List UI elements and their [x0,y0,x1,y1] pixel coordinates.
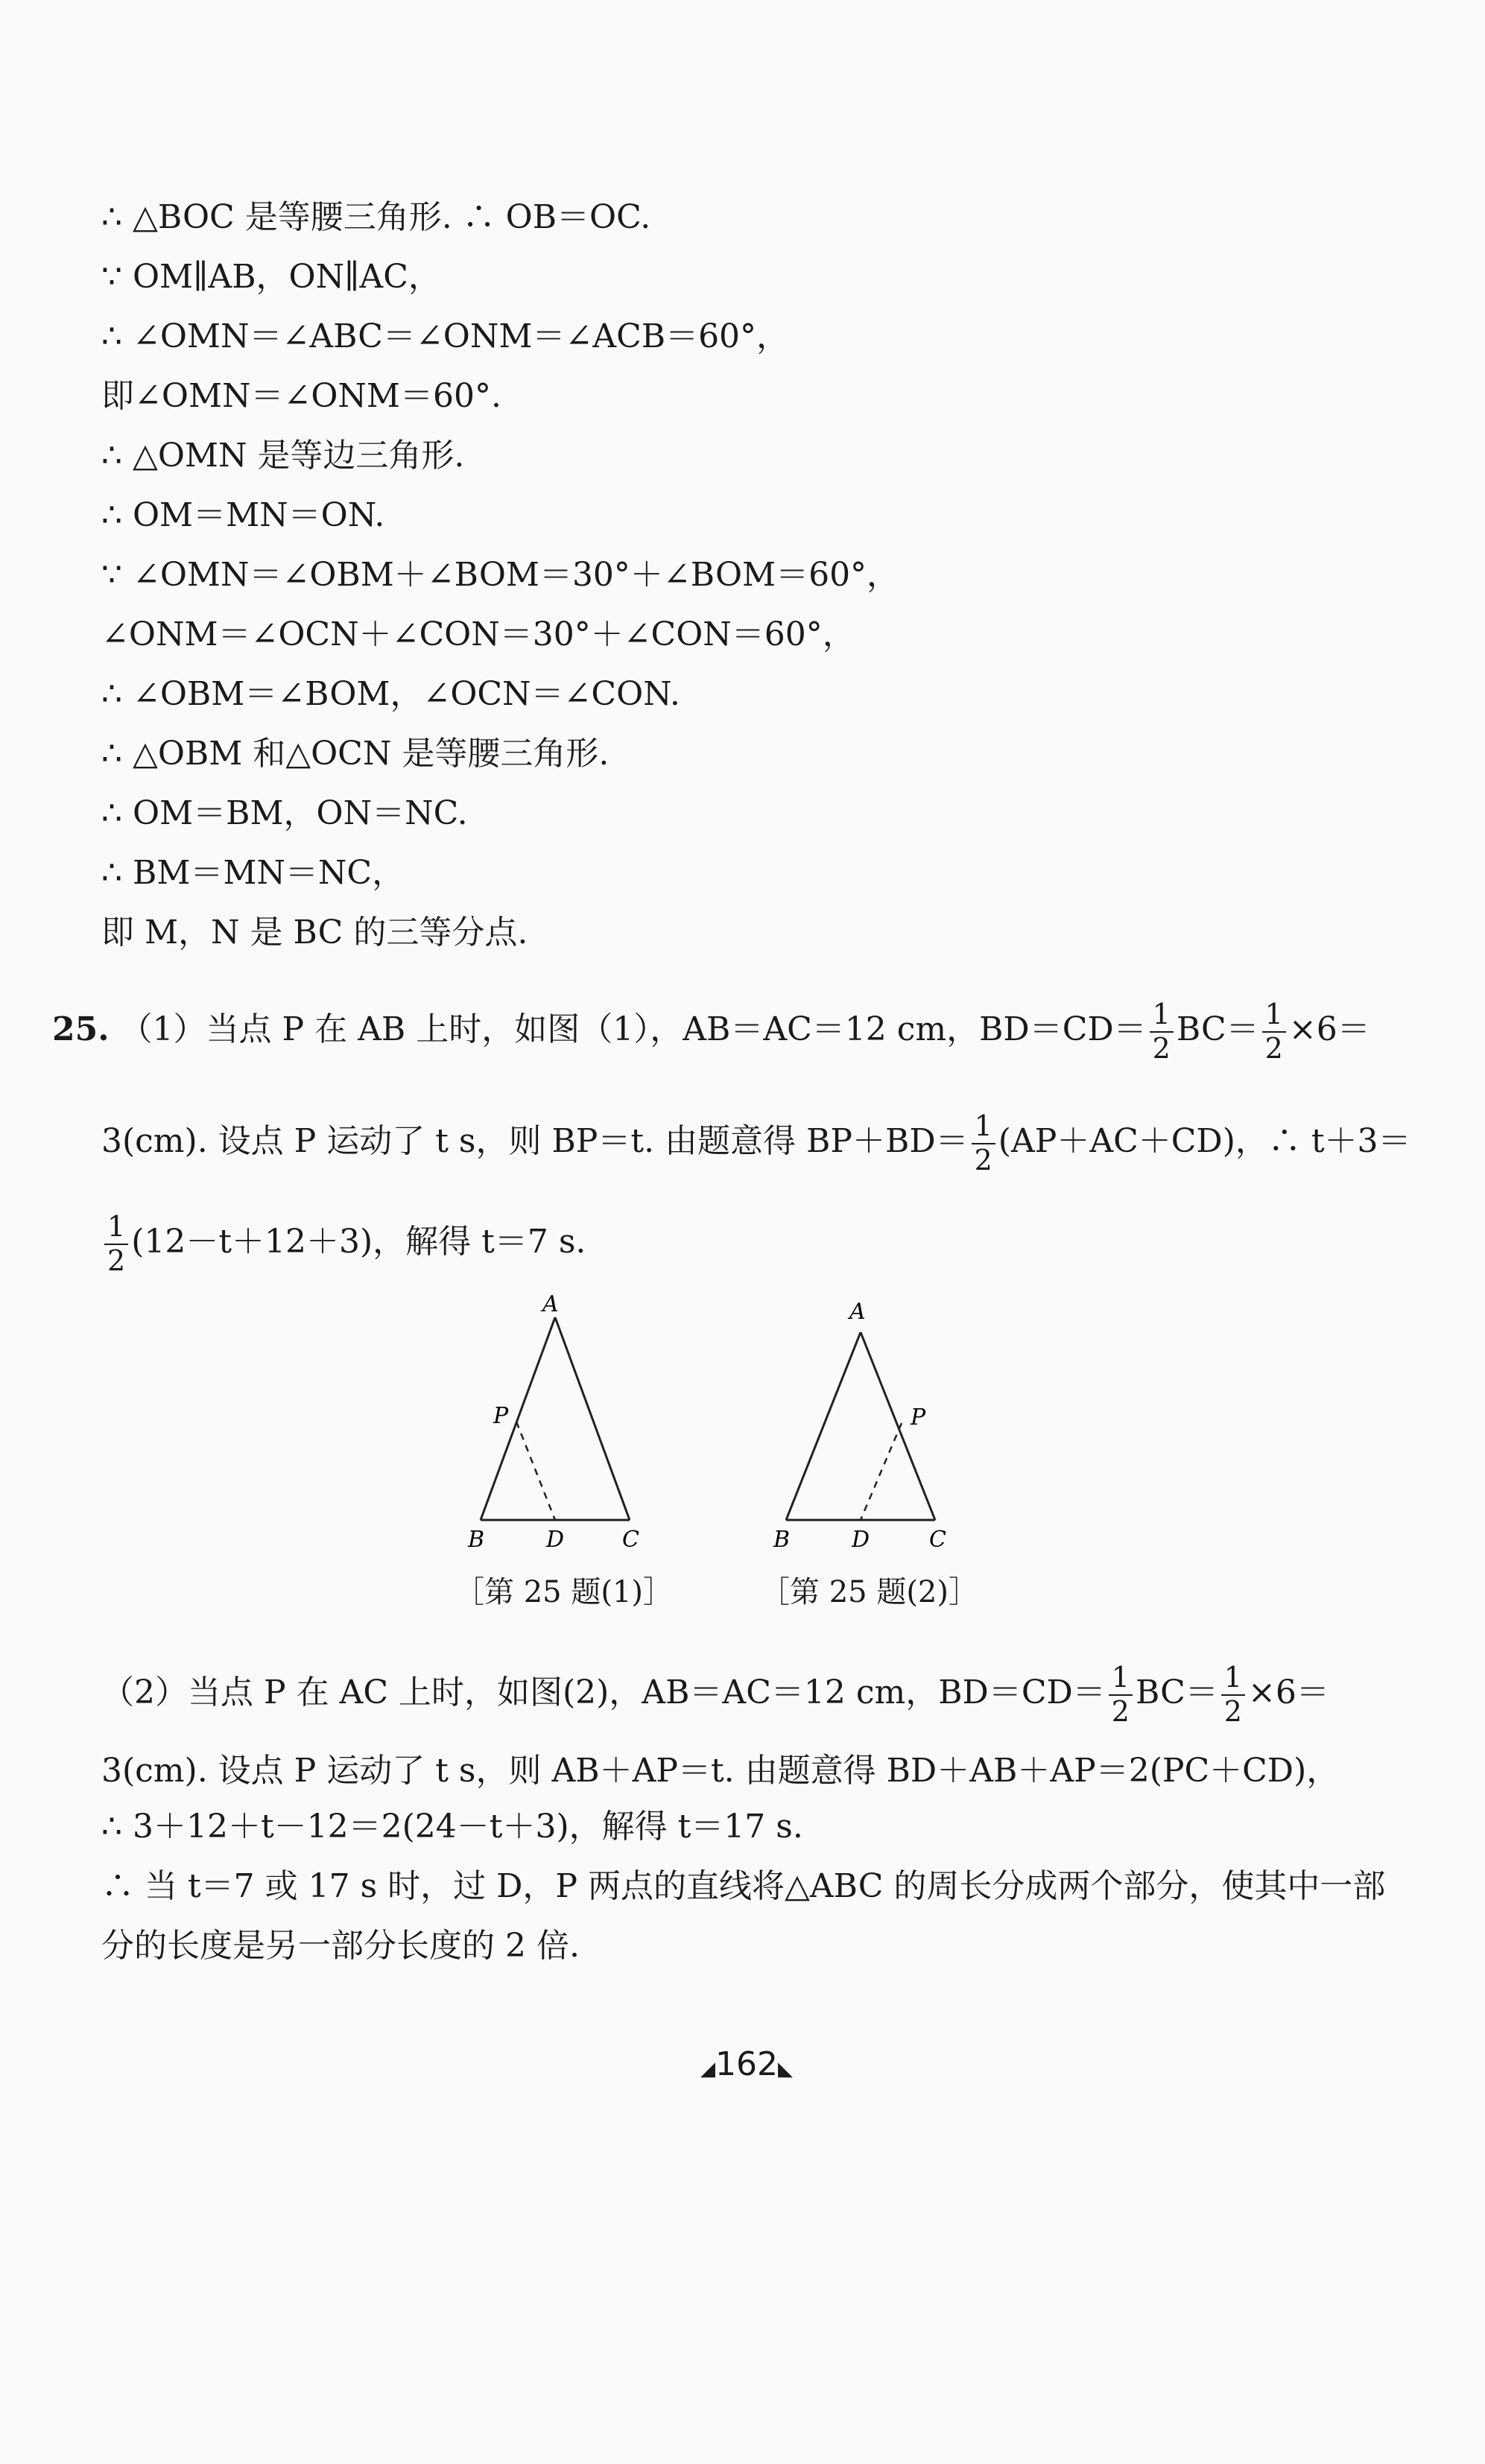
q25-line-1: 25. （1）当点 P 在 AB 上时，如图（1），AB＝AC＝12 cm，BD＝CD＝ $\frac{1}{2}$ BC＝ $\frac{1}{2}$ ×6＝ [52,998,1370,1065]
fraction-half: $\frac{1}{2}$ [972,1110,995,1176]
q25-line-6: ∴ 3＋12＋t－12＝2(24－t＋3)，解得 t＝17 s. [101,1808,803,1846]
proof-line-7: ∵ ∠OMN＝∠OBM＋∠BOM＝30°＋∠BOM＝60°， [101,556,900,594]
point-label-p: P [911,1404,926,1431]
proof-line-2: ∵ OM∥AB，ON∥AC， [101,258,441,296]
point-label-d: D [852,1527,870,1553]
proof-line-3: ∴ ∠OMN＝∠ABC＝∠ONM＝∠ACB＝60°， [101,317,790,355]
vertex-label-a: A [542,1291,559,1317]
proof-line-5: ∴ △OMN 是等边三角形. [101,437,465,475]
vertex-label-b: B [468,1527,485,1553]
point-label-d: D [546,1527,565,1553]
proof-line-12: ∴ BM＝MN＝NC， [101,854,405,892]
proof-line-9: ∴ ∠OBM＝∠BOM，∠OCN＝∠CON. [101,675,680,713]
proof-line-10: ∴ △OBM 和△OCN 是等腰三角形. [101,735,609,773]
proof-line-13: 即 M，N 是 BC 的三等分点. [101,913,528,951]
left-ornament-icon: ◢ [700,2058,715,2080]
proof-line-8: ∠ONM＝∠OCN＋∠CON＝30°＋∠CON＝60°， [101,615,855,653]
q25-line-4: （2）当点 P 在 AC 上时，如图(2)，AB＝AC＝12 cm，BD＝CD＝ $\frac{1}{2}$ BC＝ $\frac{1}{2}$ ×6＝ [101,1661,1329,1728]
proof-line-1: ∴ △BOC 是等腰三角形. ∴ OB＝OC. [101,198,651,236]
q25-line-2: 3(cm). 设点 P 运动了 t s，则 BP＝t. 由题意得 BP＋BD＝ $\frac{1}{2}$ (AP＋AC＋CD)，∴ t＋3＝ [101,1109,1411,1176]
fraction-half: $\frac{1}{2}$ [1109,1662,1133,1728]
proof-line-4: 即∠OMN＝∠ONM＝60°. [101,377,501,415]
proof-line-6: ∴ OM＝MN＝ON. [101,496,385,534]
figure-2-caption: ［第 25 题(2)］ [760,1575,978,1609]
right-ornament-icon: ◣ [777,2058,793,2080]
q25-line-5: 3(cm). 设点 P 运动了 t s，则 AB＋AP＝t. 由题意得 BD＋AB＋AP＝2(PC＋CD)， [101,1752,1340,1790]
page-number: ◢162◣ [700,2045,793,2083]
fraction-half: $\frac{1}{2}$ [1150,998,1174,1065]
vertex-label-c: C [622,1527,639,1553]
fraction-half: $\frac{1}{2}$ [1262,998,1286,1065]
vertex-label-c: C [929,1527,946,1553]
triangle-figure-2 [753,1289,976,1565]
q25-line-8: 分的长度是另一部分长度的 2 倍. [101,1927,580,1965]
vertex-label-b: B [773,1527,791,1553]
triangle-figure-1 [447,1289,671,1565]
proof-line-11: ∴ OM＝BM，ON＝NC. [101,794,468,832]
figure-1-caption: ［第 25 题(1)］ [455,1575,673,1609]
fraction-half: $\frac{1}{2}$ [104,1211,128,1277]
fraction-half: $\frac{1}{2}$ [1221,1662,1245,1728]
point-label-p: P [493,1403,509,1429]
q25-line-7: ∴ 当 t＝7 或 17 s 时，过 D，P 两点的直线将△ABC 的周长分成两个部分，使其中一部 [101,1867,1386,1905]
q25-line-3: $\frac{1}{2}$ (12－t＋12＋3)，解得 t＝7 s. [101,1211,586,1277]
vertex-label-a: A [849,1299,866,1325]
question-number: 25. [52,1010,110,1049]
